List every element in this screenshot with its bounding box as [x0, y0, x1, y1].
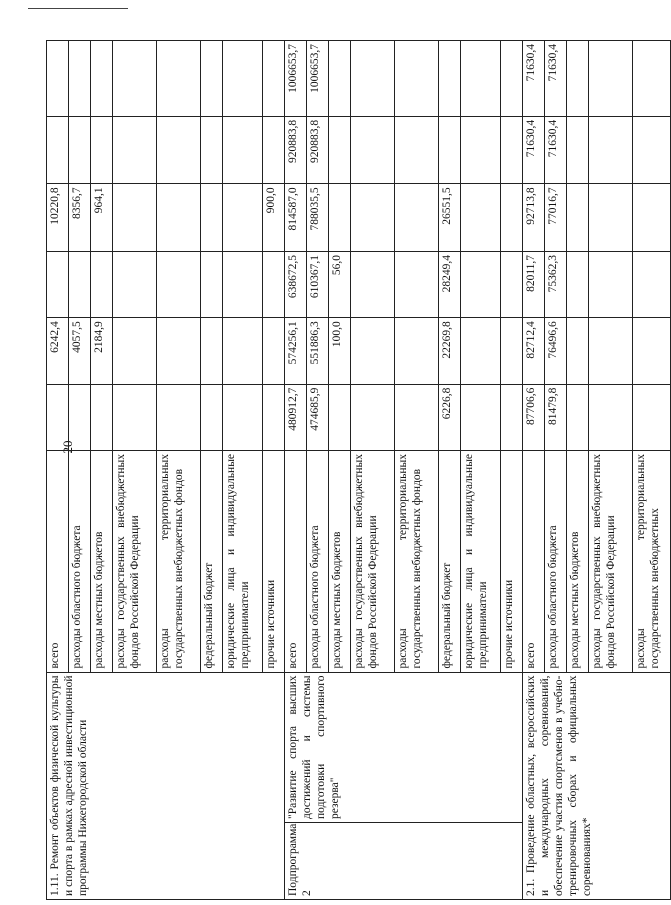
value-cell	[113, 318, 157, 384]
value-cell	[501, 184, 523, 252]
source-cell: федеральный бюджет	[201, 450, 223, 672]
value-cell	[395, 384, 439, 450]
value-cell: 1006653,7	[307, 41, 329, 117]
source-cell: расходы государственных внебюджетных фондов Российской Федерации	[589, 450, 633, 672]
source-cell: расходы областного бюджета	[307, 450, 329, 672]
value-cell: 788035,5	[307, 184, 329, 252]
value-cell	[589, 116, 633, 184]
value-cell	[329, 184, 351, 252]
value-cell	[351, 384, 395, 450]
value-cell	[501, 318, 523, 384]
source-cell: расходы государственных внебюджетных фондов Российской Федерации	[351, 450, 395, 672]
measure-1-11-name: 1.11. Ремонт объектов физической культуры и спорта в рамках адресной инвестиционной программы Нижегородской области	[47, 672, 285, 899]
source-cell: прочие источники	[501, 450, 523, 672]
value-cell	[47, 384, 69, 450]
value-cell	[91, 251, 113, 317]
source-cell: расходы территориальных государственных внебюджетных фондов	[395, 450, 439, 672]
value-cell	[633, 251, 671, 317]
value-cell	[567, 116, 589, 184]
value-cell	[201, 384, 223, 450]
source-cell: расходы территориальных государственных внебюджетных фондов	[157, 450, 201, 672]
value-cell	[329, 384, 351, 450]
value-cell	[201, 251, 223, 317]
value-cell	[395, 184, 439, 252]
source-cell: всего	[47, 450, 69, 672]
value-cell: 574256,1	[285, 318, 307, 384]
value-cell: 71630,4	[545, 116, 567, 184]
value-cell	[47, 41, 69, 117]
value-cell	[113, 41, 157, 117]
value-cell: 76496,6	[545, 318, 567, 384]
value-cell: 22269,8	[439, 318, 461, 384]
value-cell: 77016,7	[545, 184, 567, 252]
source-cell: расходы местных бюджетов	[91, 450, 113, 672]
table-row	[523, 41, 545, 900]
value-cell	[501, 116, 523, 184]
page-number: 20	[60, 440, 75, 454]
value-cell	[461, 384, 501, 450]
source-cell: расходы областного бюджета	[69, 450, 91, 672]
value-cell	[223, 251, 263, 317]
value-cell: 81479,8	[545, 384, 567, 450]
value-cell	[633, 384, 671, 450]
source-cell: расходы местных бюджетов	[567, 450, 589, 672]
value-cell	[633, 116, 671, 184]
value-cell	[461, 251, 501, 317]
value-cell	[263, 251, 285, 317]
value-cell	[69, 41, 91, 117]
value-cell	[589, 251, 633, 317]
value-cell: 6242,4	[47, 318, 69, 384]
value-cell	[91, 41, 113, 117]
value-cell	[113, 116, 157, 184]
value-cell	[263, 41, 285, 117]
value-cell	[351, 184, 395, 252]
value-cell	[263, 116, 285, 184]
value-cell	[91, 116, 113, 184]
value-cell: 28249,4	[439, 251, 461, 317]
value-cell	[113, 251, 157, 317]
value-cell	[589, 318, 633, 384]
value-cell	[567, 184, 589, 252]
value-cell	[201, 116, 223, 184]
value-cell	[633, 184, 671, 252]
value-cell	[157, 184, 201, 252]
value-cell: 26551,5	[439, 184, 461, 252]
value-cell	[461, 318, 501, 384]
value-cell	[91, 384, 113, 450]
value-cell	[201, 184, 223, 252]
value-cell: 87706,6	[523, 384, 545, 450]
value-cell: 638672,5	[285, 251, 307, 317]
value-cell: 71630,4	[523, 116, 545, 184]
value-cell	[223, 116, 263, 184]
value-cell	[157, 384, 201, 450]
value-cell: 10220,8	[47, 184, 69, 252]
source-cell: всего	[285, 450, 307, 672]
value-cell	[157, 116, 201, 184]
top-rule	[28, 8, 128, 9]
subprogram-name: "Развитие спорта высших достижений и системы подготовки спортивного резерва"	[285, 672, 523, 822]
value-cell: 474685,9	[307, 384, 329, 450]
value-cell: 82712,4	[523, 318, 545, 384]
value-cell	[263, 384, 285, 450]
value-cell	[461, 184, 501, 252]
value-cell	[589, 384, 633, 450]
value-cell	[395, 116, 439, 184]
value-cell	[69, 384, 91, 450]
value-cell: 920883,8	[307, 116, 329, 184]
value-cell	[633, 41, 671, 117]
value-cell	[47, 251, 69, 317]
value-cell	[113, 184, 157, 252]
source-cell: юридические лица и индивидуальные предприниматели	[223, 450, 263, 672]
value-cell	[329, 41, 351, 117]
value-cell: 100,0	[329, 318, 351, 384]
source-cell: расходы областного бюджета	[545, 450, 567, 672]
value-cell	[589, 41, 633, 117]
value-cell	[461, 116, 501, 184]
value-cell: 814587,0	[285, 184, 307, 252]
value-cell	[47, 116, 69, 184]
value-cell	[461, 41, 501, 117]
table-row	[47, 41, 69, 900]
value-cell	[201, 41, 223, 117]
value-cell	[69, 116, 91, 184]
table-row	[285, 41, 307, 900]
source-cell: всего	[523, 450, 545, 672]
value-cell: 82011,7	[523, 251, 545, 317]
value-cell	[633, 318, 671, 384]
value-cell	[589, 184, 633, 252]
value-cell	[439, 41, 461, 117]
value-cell	[157, 318, 201, 384]
value-cell: 71630,4	[523, 41, 545, 117]
value-cell	[69, 251, 91, 317]
value-cell: 8356,7	[69, 184, 91, 252]
value-cell	[395, 41, 439, 117]
value-cell: 1006653,7	[285, 41, 307, 117]
value-cell: 610367,1	[307, 251, 329, 317]
value-cell	[157, 41, 201, 117]
value-cell: 551886,3	[307, 318, 329, 384]
value-cell: 480912,7	[285, 384, 307, 450]
value-cell	[157, 251, 201, 317]
budget-table	[46, 40, 671, 900]
value-cell: 75362,3	[545, 251, 567, 317]
subprogram-code: Подпрограмма 2	[285, 823, 523, 900]
value-cell	[351, 116, 395, 184]
value-cell: 964,1	[91, 184, 113, 252]
source-cell: расходы местных бюджетов	[329, 450, 351, 672]
value-cell	[223, 41, 263, 117]
value-cell: 6226,8	[439, 384, 461, 450]
value-cell: 920883,8	[285, 116, 307, 184]
value-cell	[395, 318, 439, 384]
source-cell: расходы территориальных государственных внебюджетных	[633, 450, 671, 672]
measure-2-1-name: 2.1. Проведение областных, всероссийских и международных соревнований, обеспечение участия спортсменов в учебно-тренировочных сборах и официальных соревнованиях*	[523, 672, 671, 899]
value-cell: 71630,4	[545, 41, 567, 117]
value-cell: 4057,5	[69, 318, 91, 384]
source-cell: юридические лица и индивидуальные предприниматели	[461, 450, 501, 672]
value-cell	[501, 251, 523, 317]
value-cell	[395, 251, 439, 317]
value-cell	[351, 318, 395, 384]
value-cell	[439, 116, 461, 184]
value-cell	[567, 251, 589, 317]
value-cell	[329, 116, 351, 184]
value-cell: 92713,8	[523, 184, 545, 252]
value-cell	[263, 318, 285, 384]
value-cell	[567, 318, 589, 384]
value-cell: 900,0	[263, 184, 285, 252]
value-cell: 2184,9	[91, 318, 113, 384]
value-cell	[223, 384, 263, 450]
source-cell: федеральный бюджет	[439, 450, 461, 672]
source-cell: расходы государственных внебюджетных фондов Российской Федерации	[113, 450, 157, 672]
value-cell	[351, 41, 395, 117]
value-cell	[223, 318, 263, 384]
value-cell	[223, 184, 263, 252]
value-cell	[113, 384, 157, 450]
value-cell	[501, 41, 523, 117]
value-cell	[567, 41, 589, 117]
value-cell	[567, 384, 589, 450]
budget-table-rotated	[46, 40, 662, 900]
value-cell	[501, 384, 523, 450]
source-cell: прочие источники	[263, 450, 285, 672]
value-cell	[351, 251, 395, 317]
value-cell: 56,0	[329, 251, 351, 317]
value-cell	[201, 318, 223, 384]
